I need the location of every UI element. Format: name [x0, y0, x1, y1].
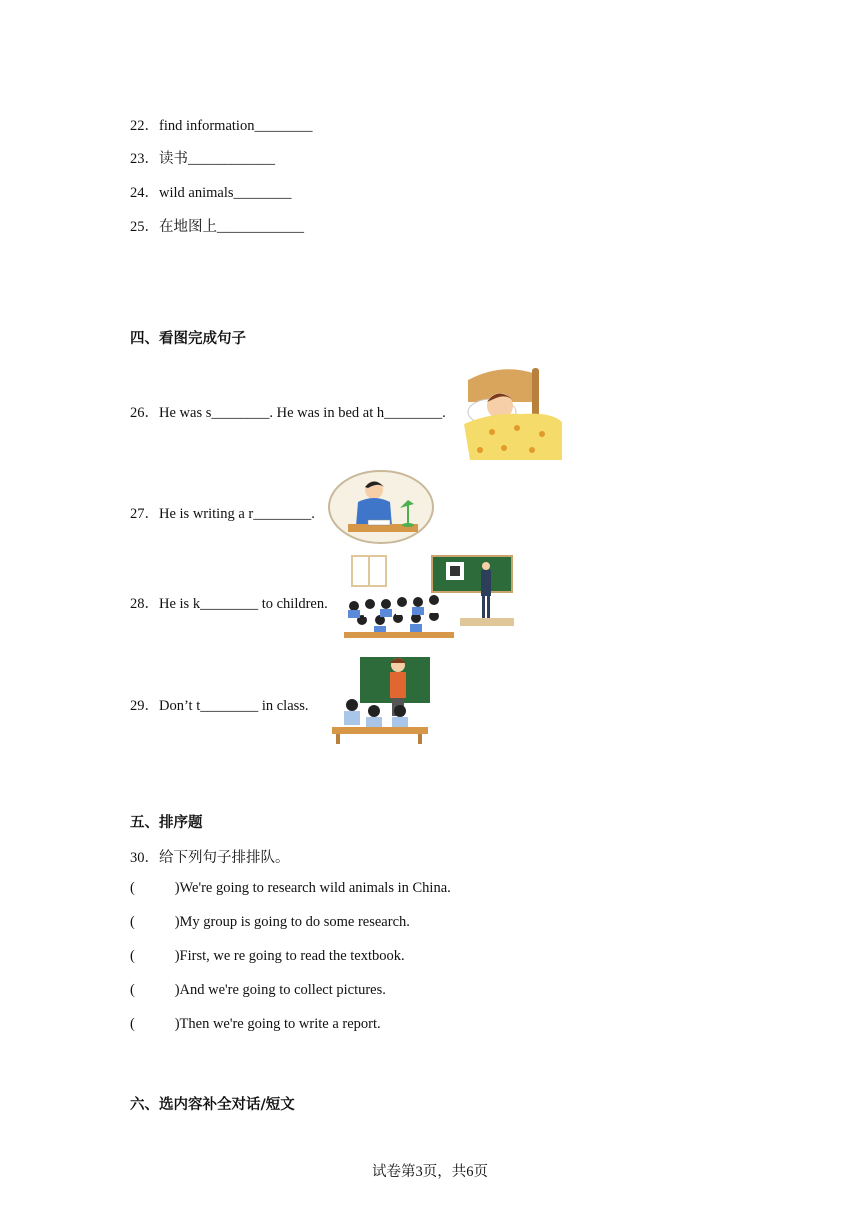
boy-writing-report-image [328, 470, 434, 544]
question-22: 22．find information________ [130, 118, 313, 134]
question-28: 28．He is k________ to children. [130, 596, 328, 612]
question-30: 30．给下列句子排排队。 [130, 850, 290, 866]
ordering-option-3: ( )First, we re going to read the textbook. [130, 948, 405, 964]
ordering-option-5: ( )Then we're going to write a report. [130, 1016, 381, 1032]
ordering-option-1: ( )We're going to research wild animals in China. [130, 880, 451, 896]
question-26: 26．He was s________. He was in bed at h________. [130, 405, 446, 421]
section-6-heading: 六、选内容补全对话/短文 [130, 1097, 295, 1113]
question-27: 27．He is writing a r________. [130, 506, 315, 522]
page-footer: 试卷第3页，共6页 [372, 1164, 488, 1180]
teacher-talking-to-children-image [342, 554, 517, 644]
sick-boy-in-bed-image [462, 362, 562, 460]
classroom-talking-image [330, 655, 432, 745]
question-24: 24．wild animals________ [130, 185, 292, 201]
question-25: 25．在地图上____________ [130, 219, 304, 235]
question-29: 29．Don’t t________ in class. [130, 698, 309, 714]
section-5-heading: 五、排序题 [130, 815, 203, 831]
ordering-option-2: ( )My group is going to do some research. [130, 914, 410, 930]
question-23: 23．读书____________ [130, 151, 275, 167]
section-4-heading: 四、看图完成句子 [130, 331, 246, 347]
ordering-option-4: ( )And we're going to collect pictures. [130, 982, 386, 998]
